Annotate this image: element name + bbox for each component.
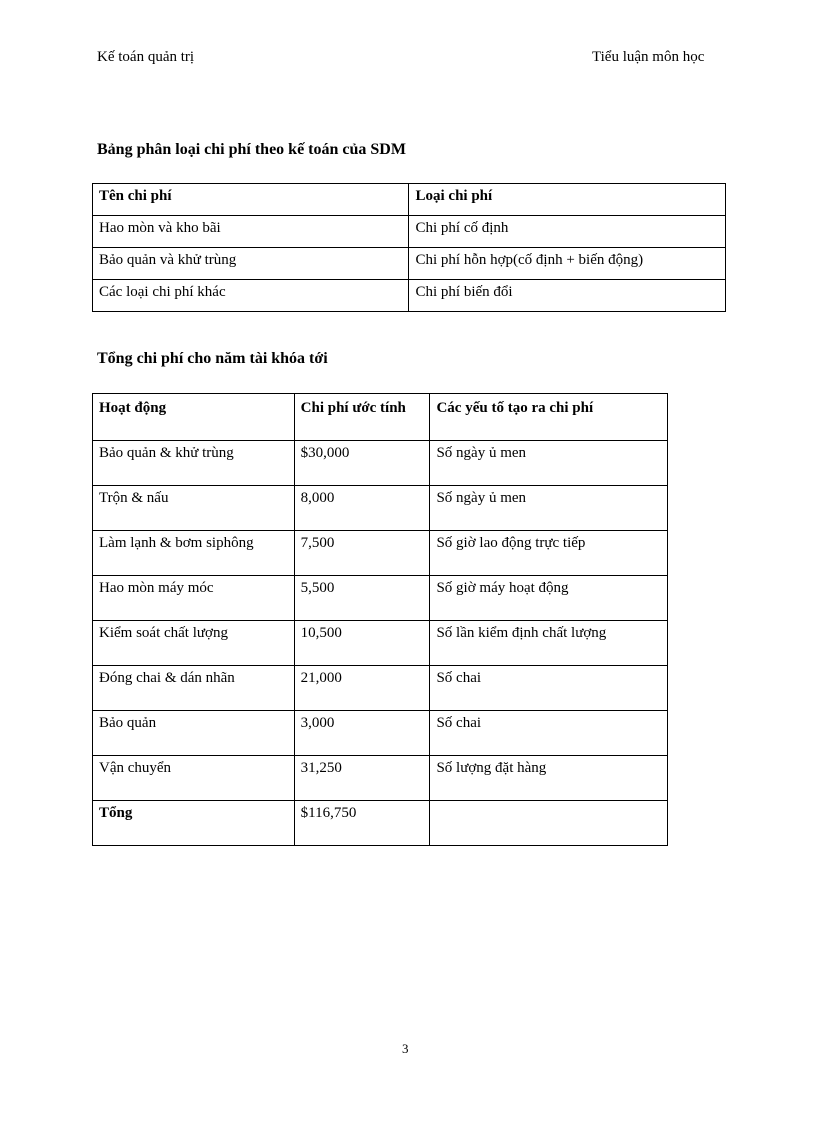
cost-name-cell: Bảo quản và khử trùng	[93, 248, 409, 280]
total-label-cell: Tổng	[93, 801, 295, 846]
table-header-row	[93, 184, 726, 216]
cost-driver-cell: Số lượng đặt hàng	[430, 756, 668, 801]
table-row	[93, 666, 668, 711]
column-header: Chi phí ước tính	[294, 394, 430, 441]
table-row	[93, 441, 668, 486]
total-row	[93, 801, 668, 846]
cost-name-cell: Hao mòn và kho bãi	[93, 216, 409, 248]
cost-classification-table	[92, 183, 726, 312]
estimated-cost-cell: 10,500	[294, 621, 430, 666]
header-right: Tiểu luận môn học	[592, 49, 705, 65]
activity-cell: Làm lạnh & bơm siphông	[93, 531, 295, 576]
table-row	[93, 486, 668, 531]
cost-name-cell: Các loại chi phí khác	[93, 280, 409, 312]
activity-cell: Bảo quản	[93, 711, 295, 756]
table-row	[93, 621, 668, 666]
estimated-cost-cell: 31,250	[294, 756, 430, 801]
table-row	[93, 756, 668, 801]
activity-cell: Bảo quản & khử trùng	[93, 441, 295, 486]
table-row	[93, 216, 726, 248]
cost-driver-cell: Số lần kiểm định chất lượng	[430, 621, 668, 666]
table-header-row	[93, 394, 668, 441]
estimated-cost-cell: 8,000	[294, 486, 430, 531]
column-header: Các yếu tố tạo ra chi phí	[430, 394, 668, 441]
total-cost-title: Tổng chi phí cho năm tài khóa tới	[97, 350, 328, 367]
cost-driver-cell: Số giờ máy hoạt động	[430, 576, 668, 621]
table-row	[93, 280, 726, 312]
table-row	[93, 576, 668, 621]
activity-cell: Trộn & nấu	[93, 486, 295, 531]
cost-classification-title: Bảng phân loại chi phí theo kế toán của SDM	[97, 141, 406, 158]
estimated-cost-cell: 3,000	[294, 711, 430, 756]
table-row	[93, 711, 668, 756]
column-header: Loại chi phí	[409, 184, 726, 216]
total-value-cell: $116,750	[294, 801, 430, 846]
header-left: Kế toán quản trị	[97, 49, 195, 65]
activity-cell: Vận chuyển	[93, 756, 295, 801]
cost-type-cell: Chi phí cố định	[409, 216, 726, 248]
cost-driver-cell: Số chai	[430, 711, 668, 756]
cost-driver-cell: Số ngày ủ men	[430, 486, 668, 531]
estimated-cost-cell: $30,000	[294, 441, 430, 486]
cost-type-cell: Chi phí hỗn hợp(cố định + biến động)	[409, 248, 726, 280]
activity-cell: Đóng chai & dán nhãn	[93, 666, 295, 711]
table-row	[93, 531, 668, 576]
cost-driver-cell: Số chai	[430, 666, 668, 711]
estimated-cost-cell: 7,500	[294, 531, 430, 576]
estimated-cost-cell: 5,500	[294, 576, 430, 621]
table-row	[93, 248, 726, 280]
activity-cell: Hao mòn máy móc	[93, 576, 295, 621]
activity-cell: Kiểm soát chất lượng	[93, 621, 295, 666]
page-number: 3	[402, 1041, 409, 1056]
total-factor-cell	[430, 801, 668, 846]
column-header: Tên chi phí	[93, 184, 409, 216]
cost-driver-cell: Số giờ lao động trực tiếp	[430, 531, 668, 576]
estimated-cost-cell: 21,000	[294, 666, 430, 711]
column-header: Hoạt động	[93, 394, 295, 441]
cost-driver-cell: Số ngày ủ men	[430, 441, 668, 486]
total-cost-table	[92, 393, 668, 846]
cost-type-cell: Chi phí biến đổi	[409, 280, 726, 312]
